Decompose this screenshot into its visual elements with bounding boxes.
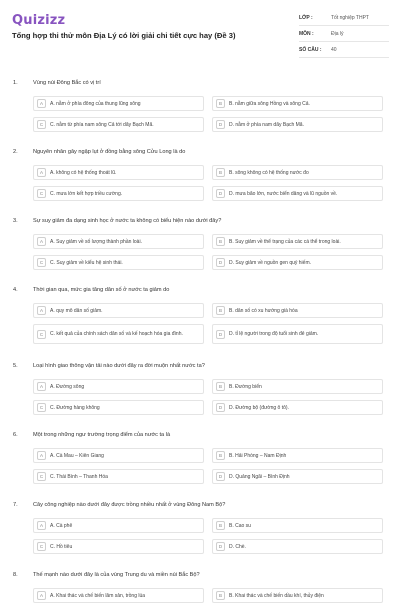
answer-option-d[interactable] xyxy=(212,324,383,344)
option-text: C. mưa lớn kết hợp triều cường. xyxy=(50,190,123,197)
option-letter-badge: B xyxy=(216,521,225,530)
meta-key: LỚP : xyxy=(299,14,313,21)
option-letter-badge: A xyxy=(37,168,46,177)
option-letter-badge: D xyxy=(216,120,225,129)
option-letter-badge: A xyxy=(37,306,46,315)
worksheet-header xyxy=(0,0,400,62)
option-text: D. Quảng Ngãi – Bình Định xyxy=(229,473,290,480)
meta-value: Tốt nghiệp THPT xyxy=(331,14,369,21)
option-text: D. Chè. xyxy=(229,543,246,550)
question-number: 3. xyxy=(13,218,18,224)
option-letter-badge: B xyxy=(216,99,225,108)
answer-option-a[interactable] xyxy=(33,588,204,603)
answer-option-b[interactable] xyxy=(212,379,383,394)
quizizz-logo: Quizizz xyxy=(12,13,66,28)
option-text: D. nằm ở phía nam dãy Bạch Mã. xyxy=(229,121,304,128)
option-letter-badge: A xyxy=(37,382,46,391)
option-letter-badge: A xyxy=(37,451,46,460)
option-text: A. không có hệ thống thoát lũ. xyxy=(50,169,117,176)
option-text: D. Suy giảm về nguồn gen quý hiếm. xyxy=(229,259,311,266)
option-letter-badge: D xyxy=(216,330,225,339)
option-text: C. Thái Bình – Thanh Hóa xyxy=(50,473,108,480)
answer-option-d[interactable] xyxy=(212,539,383,554)
answer-option-a[interactable] xyxy=(33,234,204,249)
option-letter-badge: B xyxy=(216,591,225,600)
question-number: 8. xyxy=(13,572,18,578)
answer-option-c[interactable] xyxy=(33,186,204,201)
answer-option-b[interactable] xyxy=(212,448,383,463)
option-text: B. Suy giảm về thể trạng của các cá thể trong loài. xyxy=(229,238,341,245)
answer-option-b[interactable] xyxy=(212,165,383,180)
option-text: A. Cà phê xyxy=(50,522,73,529)
answer-option-d[interactable] xyxy=(212,186,383,201)
question-number: 2. xyxy=(13,149,18,155)
answer-option-c[interactable] xyxy=(33,117,204,132)
option-text: C. kết quả của chính sách dân số và kế hoạch hóa gia đình. xyxy=(50,331,183,337)
option-letter-badge: D xyxy=(216,189,225,198)
option-letter-badge: C xyxy=(37,189,46,198)
question-text: Nguyên nhân gây ngập lụt ở đồng bằng sông Cửu Long là do xyxy=(33,149,186,155)
option-letter-badge: A xyxy=(37,591,46,600)
option-letter-badge: A xyxy=(37,99,46,108)
option-text: B. nằm giữa sông Hồng và sông Cả. xyxy=(229,100,310,107)
answer-option-a[interactable] xyxy=(33,448,204,463)
meta-key: MÔN : xyxy=(299,30,314,37)
option-text: D. mưa bão lớn, nước biển dâng và lũ nguồn về. xyxy=(229,190,338,197)
answer-option-a[interactable] xyxy=(33,518,204,533)
answer-option-b[interactable] xyxy=(212,518,383,533)
answer-option-b[interactable] xyxy=(212,234,383,249)
option-text: C. nằm từ phía nam sông Cả tới dãy Bạch Mã. xyxy=(50,121,154,128)
question-number: 6. xyxy=(13,432,18,438)
meta-value: 40 xyxy=(331,46,337,53)
option-letter-badge: C xyxy=(37,120,46,129)
question-text: Cây công nghiệp nào dưới đây được trồng nhiều nhất ở vùng Đông Nam Bộ? xyxy=(33,502,226,508)
question-text: Loại hình giao thông vận tải nào dưới đây ra đời muộn nhất nước ta? xyxy=(33,363,205,369)
option-letter-badge: B xyxy=(216,382,225,391)
meta-table xyxy=(299,10,389,58)
answer-option-c[interactable] xyxy=(33,255,204,270)
option-text: C. Hồ tiêu xyxy=(50,543,73,550)
question-number: 7. xyxy=(13,502,18,508)
question-text: Thế mạnh nào dưới đây là của vùng Trung du và miền núi Bắc Bộ? xyxy=(33,572,200,578)
option-letter-badge: A xyxy=(37,237,46,246)
option-text: B. dân số có xu hướng già hóa xyxy=(229,307,298,314)
option-text: A. Khai thác và chế biến lâm sản, trồng lúa xyxy=(50,592,146,599)
question-text: Thời gian qua, mức gia tăng dân số ở nước ta giảm do xyxy=(33,287,170,293)
answer-option-a[interactable] xyxy=(33,379,204,394)
option-letter-badge: A xyxy=(37,521,46,530)
answer-option-a[interactable] xyxy=(33,303,204,318)
answer-option-c[interactable] xyxy=(33,469,204,484)
option-text: A. nằm ở phía đông của thung lũng sông xyxy=(50,100,141,107)
option-text: D. tỉ lệ người trong độ tuổi sinh đẻ giảm. xyxy=(229,331,319,337)
answer-option-a[interactable] xyxy=(33,96,204,111)
answer-option-d[interactable] xyxy=(212,255,383,270)
meta-row-subject xyxy=(299,26,389,42)
answer-option-c[interactable] xyxy=(33,324,204,344)
worksheet-title: Tổng hợp thi thử môn Địa Lý có lời giải chi tiết cực hay (Đề 3) xyxy=(12,31,236,40)
option-letter-badge: B xyxy=(216,306,225,315)
option-text: A. Đường sông xyxy=(50,383,85,390)
option-text: B. Cao su xyxy=(229,522,251,529)
answer-option-c[interactable] xyxy=(33,400,204,415)
option-letter-badge: C xyxy=(37,330,46,339)
option-text: C. Đường hàng không xyxy=(50,404,100,411)
option-text: A. quy mô dân số giảm. xyxy=(50,307,103,314)
answer-option-d[interactable] xyxy=(212,117,383,132)
option-text: A. Suy giảm về số lượng thành phần loài. xyxy=(50,238,142,245)
question-number: 1. xyxy=(13,80,18,86)
question-number: 4. xyxy=(13,287,18,293)
option-letter-badge: B xyxy=(216,168,225,177)
option-text: C. Suy giảm về kiểu hệ sinh thái. xyxy=(50,259,123,266)
option-letter-badge: C xyxy=(37,472,46,481)
option-letter-badge: B xyxy=(216,237,225,246)
answer-option-a[interactable] xyxy=(33,165,204,180)
option-letter-badge: B xyxy=(216,451,225,460)
meta-key: SỐ CÂU : xyxy=(299,46,322,53)
option-letter-badge: D xyxy=(216,258,225,267)
option-letter-badge: C xyxy=(37,403,46,412)
answer-option-b[interactable] xyxy=(212,588,383,603)
meta-row-count xyxy=(299,42,389,58)
meta-value: Địa lý xyxy=(331,30,344,37)
option-letter-badge: D xyxy=(216,542,225,551)
answer-option-d[interactable] xyxy=(212,400,383,415)
option-text: B. Khai thác và chế biến dầu khí, thủy điện xyxy=(229,592,324,599)
option-text: A. Cà Mau – Kiên Giang xyxy=(50,452,104,459)
option-text: D. Đường bộ (đường ô tô). xyxy=(229,404,289,411)
answer-option-d[interactable] xyxy=(212,469,383,484)
answer-option-b[interactable] xyxy=(212,303,383,318)
question-text: Vùng núi Đông Bắc có vị trí xyxy=(33,80,101,86)
answer-option-b[interactable] xyxy=(212,96,383,111)
question-text: Sự suy giảm đa dạng sinh học ở nước ta không có biểu hiện nào dưới đây? xyxy=(33,218,222,224)
question-text: Một trong những ngư trường trọng điểm của nước ta là xyxy=(33,432,171,438)
option-text: B. Hải Phòng – Nam Định xyxy=(229,452,287,459)
option-letter-badge: D xyxy=(216,472,225,481)
option-text: B. Đường biển xyxy=(229,383,262,390)
option-text: B. sông không có hệ thống nước đo xyxy=(229,169,309,176)
answer-option-c[interactable] xyxy=(33,539,204,554)
option-letter-badge: D xyxy=(216,403,225,412)
meta-row-class xyxy=(299,10,389,26)
option-letter-badge: C xyxy=(37,258,46,267)
question-number: 5. xyxy=(13,363,18,369)
option-letter-badge: C xyxy=(37,542,46,551)
